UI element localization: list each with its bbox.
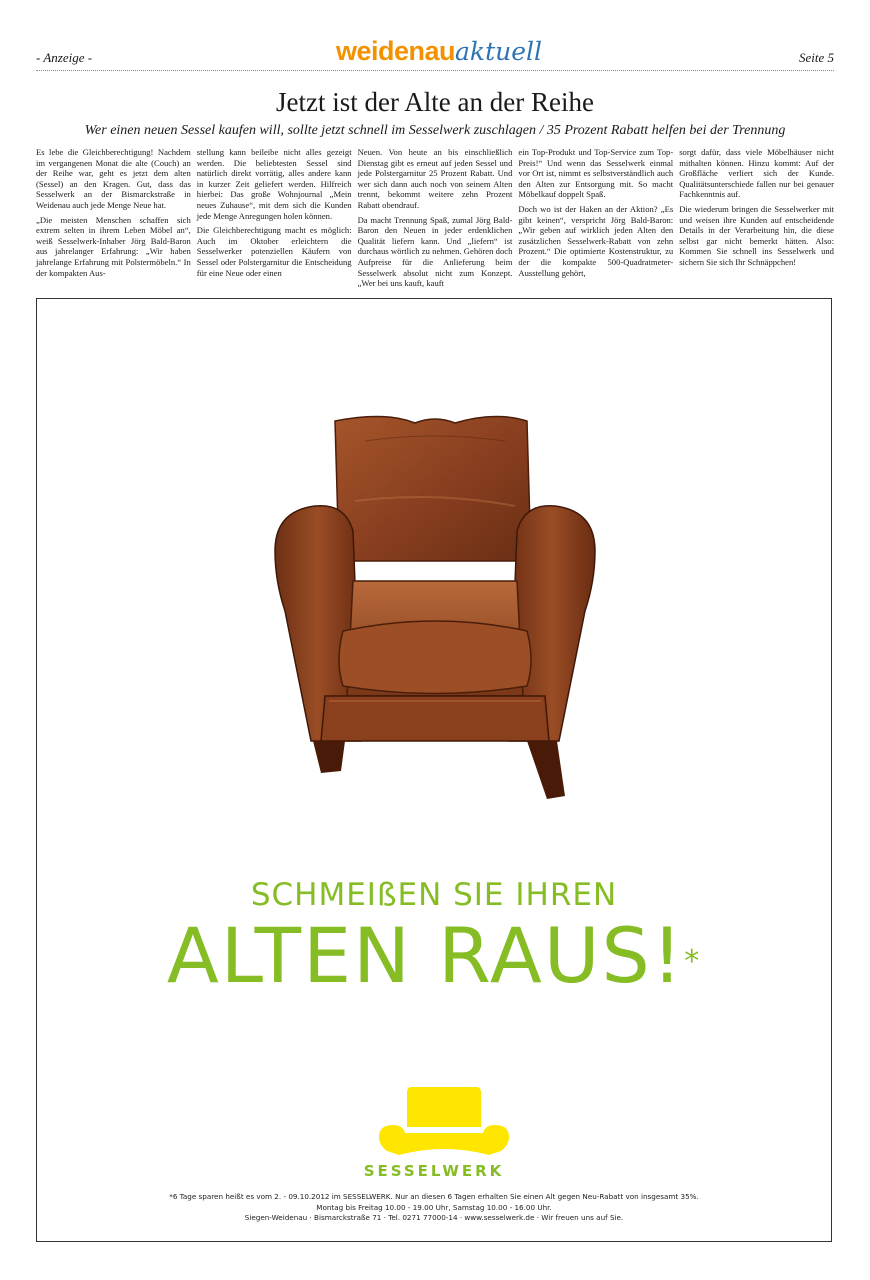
paragraph: stellung kann beileibe nicht alles gezeigt werden. Die beliebtesten Sessel sind natürlich direkt vorrätig, alles andere kann in kurzer Zeit geliefert werden. Hilfreich hierbei: Das große Wohnjournal „Mein neues Zuhause“, mit dem sich die Kunden jede Menge Anregungen holen können.: [196, 147, 352, 221]
slogan-main-text: ALTEN RAUS!: [166, 911, 685, 1000]
article-column-4: [518, 147, 673, 293]
publication-logo: [336, 36, 542, 67]
sesselwerk-advertisement: [36, 298, 832, 1242]
slogan-line-2: [37, 911, 831, 1001]
paragraph: ein Top-Produkt und Top-Service zum Top-Preis!“ Und wenn das Sesselwerk einmal vor Ort ist, nimmt es selbstverständlich auch den Alten zur Entsorgung mit. So macht Möbelkauf doppelt Spaß.: [518, 147, 674, 200]
article-body: [36, 147, 834, 293]
article-column-2: [197, 147, 352, 293]
paragraph: „Die meisten Menschen schaffen sich extrem selten in ihrem Leben Möbel an“, weiß Sesselwerk-Inhaber Jörg Bald-Baron aus jahrelanger Erfahrung: „Wir haben jahrelange Erfahrung mit Polstermöbeln.“ In der kompakten Aus-: [36, 214, 191, 278]
slogan-line-1: SCHMEIßEN SIE IHREN: [250, 877, 618, 913]
yellow-armchair-icon: [377, 1085, 511, 1157]
leather-armchair-image: [265, 411, 605, 801]
paragraph: Es lebe die Gleichberechtigung! Nachdem im vergangenen Monat die alte (Couch) an der Reihe war, geht es jetzt dem alten (Sessel) an den Kragen. Gut, dass das Sesselwerk an der Bismarckstraße in Weidenau auch jede Menge Neue hat.: [36, 147, 191, 210]
paragraph: Die wiederum bringen die Sesselwerker mit und weisen ihre Kunden auf entscheidende Details in der Verarbeitung hin, die diese selbst gar nicht bemerkt hätten. Also: Kommen Sie schnell ins Sesselwerk und sichern Sie sich Ihr Schnäppchen!: [679, 203, 834, 267]
article-subheadline: Wer einen neuen Sessel kaufen will, sollte jetzt schnell im Sesselwerk zuschlagen / 35 Prozent Rabatt helfen bei der Trennung: [84, 123, 786, 138]
fine-print-line: Montag bis Freitag 10.00 - 19.00 Uhr, Samstag 10.00 - 16.00 Uhr.: [316, 1202, 552, 1212]
paragraph: Neuen. Von heute an bis einschließlich Dienstag gibt es erneut auf jeden Sessel und jede Polstergarnitur 25 Prozent Rabatt. Und wer sich dann auch noch von seinem Alten trennt, bekommt weitere zehn Prozent Rabatt obendrauf.: [357, 147, 513, 210]
paragraph: sorgt dafür, dass viele Möbelhäuser nicht mithalten können. Hinzu kommt: Auf der Großfläche verliert sich der Kunde. Qualitätsunterschiede fallen nur bei genauer Fachkenntnis auf.: [679, 147, 834, 200]
article-column-3: [358, 147, 513, 293]
article-headline: Jetzt ist der Alte an der Reihe: [276, 87, 594, 117]
brand-name: SESSELWERK: [363, 1162, 505, 1180]
logo-part-weidenau: weidenau: [336, 36, 456, 66]
asterisk-mark: *: [684, 944, 702, 979]
page-header: [36, 36, 834, 71]
article-column-5: [679, 147, 834, 293]
article-column-1: [36, 147, 191, 293]
paragraph: Doch wo ist der Haken an der Aktion? „Es gibt keinen“, verspricht Jörg Bald-Baron: „Wir geben auf wirklich jeden Alten den zusätzlichen Sesselwerk-Rabatt von zehn Prozent.“ Die optimierte Kostenstruktur, zu der die kompakte 500-Quadratmeter-Ausstellung gehört,: [518, 203, 674, 278]
fine-print: [37, 1192, 831, 1224]
fine-print-line: *6 Tage sparen heißt es vom 2. - 09.10.2012 im SESSELWERK. Nur an diesen 6 Tagen erhalten Sie einen Alt gegen Neu-Rabatt von insgesamt 35%.: [169, 1192, 699, 1201]
logo-part-aktuell: aktuell: [455, 37, 543, 66]
fine-print-line: Siegen-Weidenau · Bismarckstraße 71 · Tel. 0271 77000-14 · www.sesselwerk.de · Wir freuen uns auf Sie.: [244, 1213, 624, 1222]
advertisement-label: - Anzeige -: [36, 50, 93, 65]
page-number: Seite 5: [798, 50, 834, 65]
paragraph: Da macht Trennung Spaß, zumal Jörg Bald-Baron den Neuen in jeder erdenklichen Qualität liefern kann. Und „liefern“ ist durchaus wörtlich zu nehmen. Gehören doch Aufpreise für die Anlieferung beim Sesselwerk absolut nicht zum Konzept. „Wer bei uns kauft, kauft: [357, 214, 513, 289]
paragraph: Die Gleichberechtigung macht es möglich: Auch im Oktober erleichtern die Sesselwerker potenziellen Käufern von Sessel oder Polstergarnitur die Entscheidung für eine Neue oder einen: [196, 225, 352, 278]
